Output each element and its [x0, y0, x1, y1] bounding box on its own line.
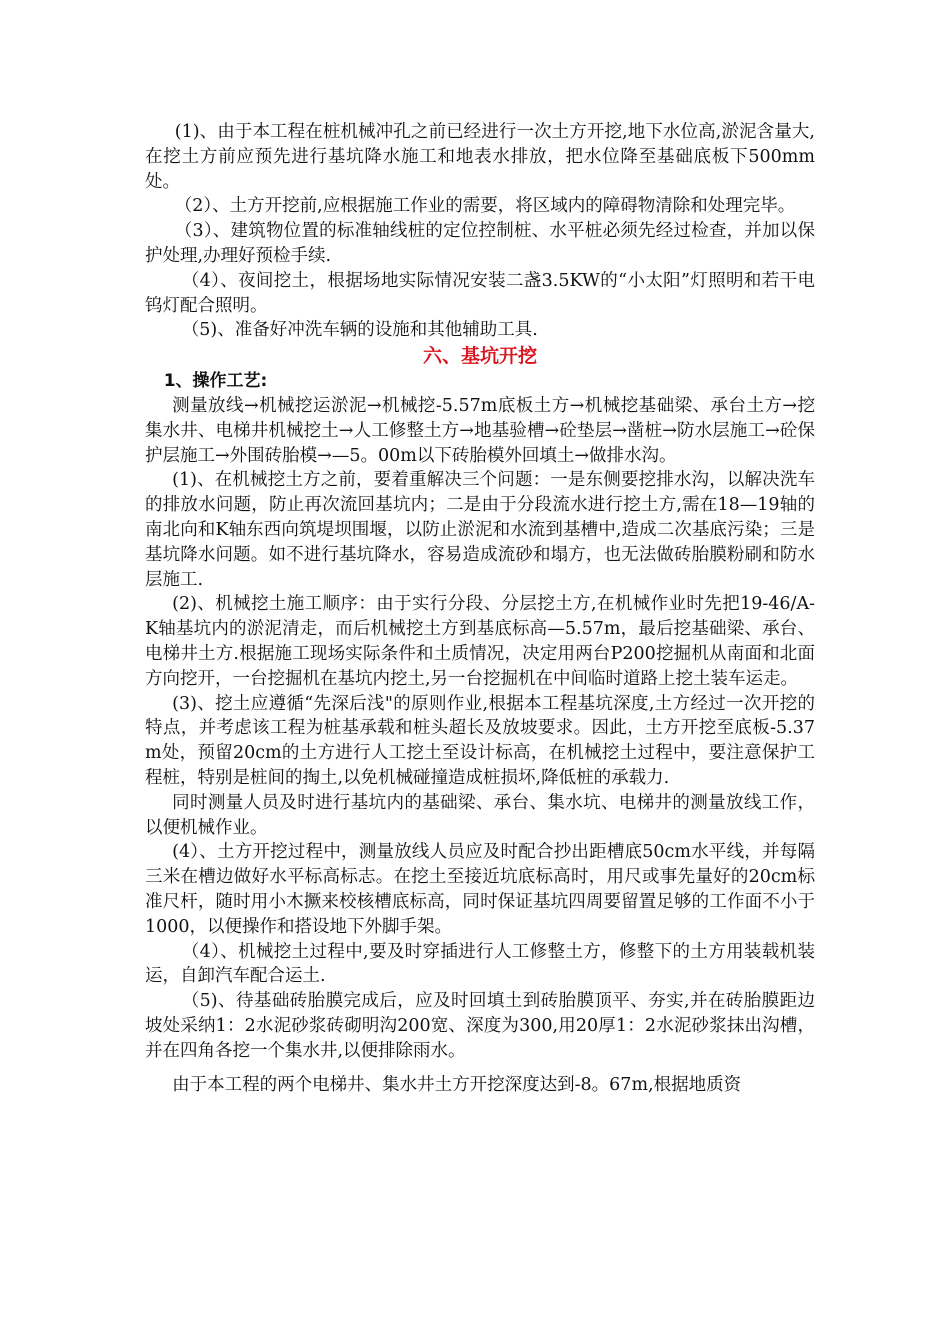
section-heading: 六、基坑开挖 [422, 345, 537, 368]
paragraph-step-4: (4）、土方开挖过程中，测量放线人员应及时配合抄出距槽底50cm水平线，并每隔三米在槽边做好水平标高标志。在挖土至接近坑底标高时，用尺或事先量好的20cm标准尺杆，随时用小木撅来校核槽底标高，同时保证基坑四周要留置足够的工作面不小于1000，以便操作和搭设地下外脚手架。 [145, 842, 815, 937]
paragraph-step-2: (2)、机械挖土施工顺序：由于实行分段、分层挖土方,在机械作业时先把19-46/A-K轴基坑内的淤泥清走，而后机械挖土方到基底标高—5.57m，最后挖基础梁、承台、电梯井土方.根据施工现场实际条件和土质情况，决定用两台P200挖掘机从南面和北面方向挖开，一台挖掘机在基坑内挖土,另一台挖掘机在中间临时道路上挖土装车运走。 [145, 594, 815, 689]
paragraph-washing-facilities: （5)、准备好冲洗车辆的设施和其他辅助工具. [181, 320, 538, 341]
paragraph-step-3: (3)、挖土应遵循“先深后浅"的原则作业,根据本工程基坑深度,土方经过一次开挖的特点，并考虑该工程为桩基承载和桩头超长及放坡要求。因此，土方开挖至底板-5.37m处，预留20cm的土方进行人工挖土至设计标高，在机械挖土过程中，要注意保护工程桩，特别是桩间的掏土,以免机械碰撞造成桩损坏,降低桩的承载力. [145, 693, 815, 788]
document-page [145, 120, 815, 1098]
subheading-operation-process: 1、操作工艺: [163, 371, 268, 392]
paragraph-clear-obstacles: （2）、土方开挖前,应根据施工作业的需要，将区域内的障碍物清除和处理完毕。 [174, 196, 796, 217]
paragraph-water-level: (1)、由于本工程在桩机械冲孔之前已经进行一次土方开挖,地下水位高,淤泥含量大,在挖土方前应预先进行基坑降水施工和地表水排放，把水位降至基础底板下500mm处。 [145, 122, 815, 192]
paragraph-axis-stakes: （3）、建筑物位置的标准轴线桩的定位控制桩、水平桩必须先经过检查，并加以保护处理,办理好预检手续. [145, 221, 815, 266]
paragraph-closing: 由于本工程的两个电梯井、集水井土方开挖深度达到-8。67m,根据地质资 [172, 1075, 742, 1096]
paragraph-step-5: （5)、待基础砖胎膜完成后，应及时回填土到砖胎膜顶平、夯实,并在砖胎膜距边坡处采纳1：2水泥砂浆砖砌明沟200宽、深度为300,用20厚1：2水泥砂浆抹出沟槽，并在四角各挖一个集水井,以便排除雨水。 [145, 991, 815, 1061]
paragraph-step-3-continued: 同时测量人员及时进行基坑内的基础梁、承台、集水坑、电梯井的测量放线工作，以便机械作业。 [145, 792, 815, 838]
paragraph-night-lighting: （4）、夜间挖土，根据场地实际情况安装二盏3.5KW的“小太阳”灯照明和若干电钨灯配合照明。 [145, 270, 815, 316]
paragraph-process-flow: 测量放线→机械挖运淤泥→机械挖-5.57m底板土方→机械挖基础梁、承台土方→挖集水井、电梯井机械挖土→人工修整土方→地基验槽→砼垫层→凿桩→防水层施工→砼保护层施工→外围砖胎模→—5。00m以下砖胎模外回填土→做排水沟。 [145, 395, 815, 466]
paragraph-step-1: (1)、在机械挖土方之前，要着重解决三个问题：一是东侧要挖排水沟，以解决洗车的排放水问题，防止再次流回基坑内；二是由于分段流水进行挖土方,需在18—19轴的南北向和K轴东西向筑堤坝围堰，以防止淤泥和水流到基槽中,造成二次基底污染；三是基坑降水问题。如不进行基坑降水，容易造成流砂和塌方，也无法做砖胎膜粉刷和防水层施工. [145, 470, 815, 590]
paragraph-step-4b: （4）、机械挖土过程中,要及时穿插进行人工修整土方，修整下的土方用装载机装运，自卸汽车配合运土. [145, 941, 815, 987]
